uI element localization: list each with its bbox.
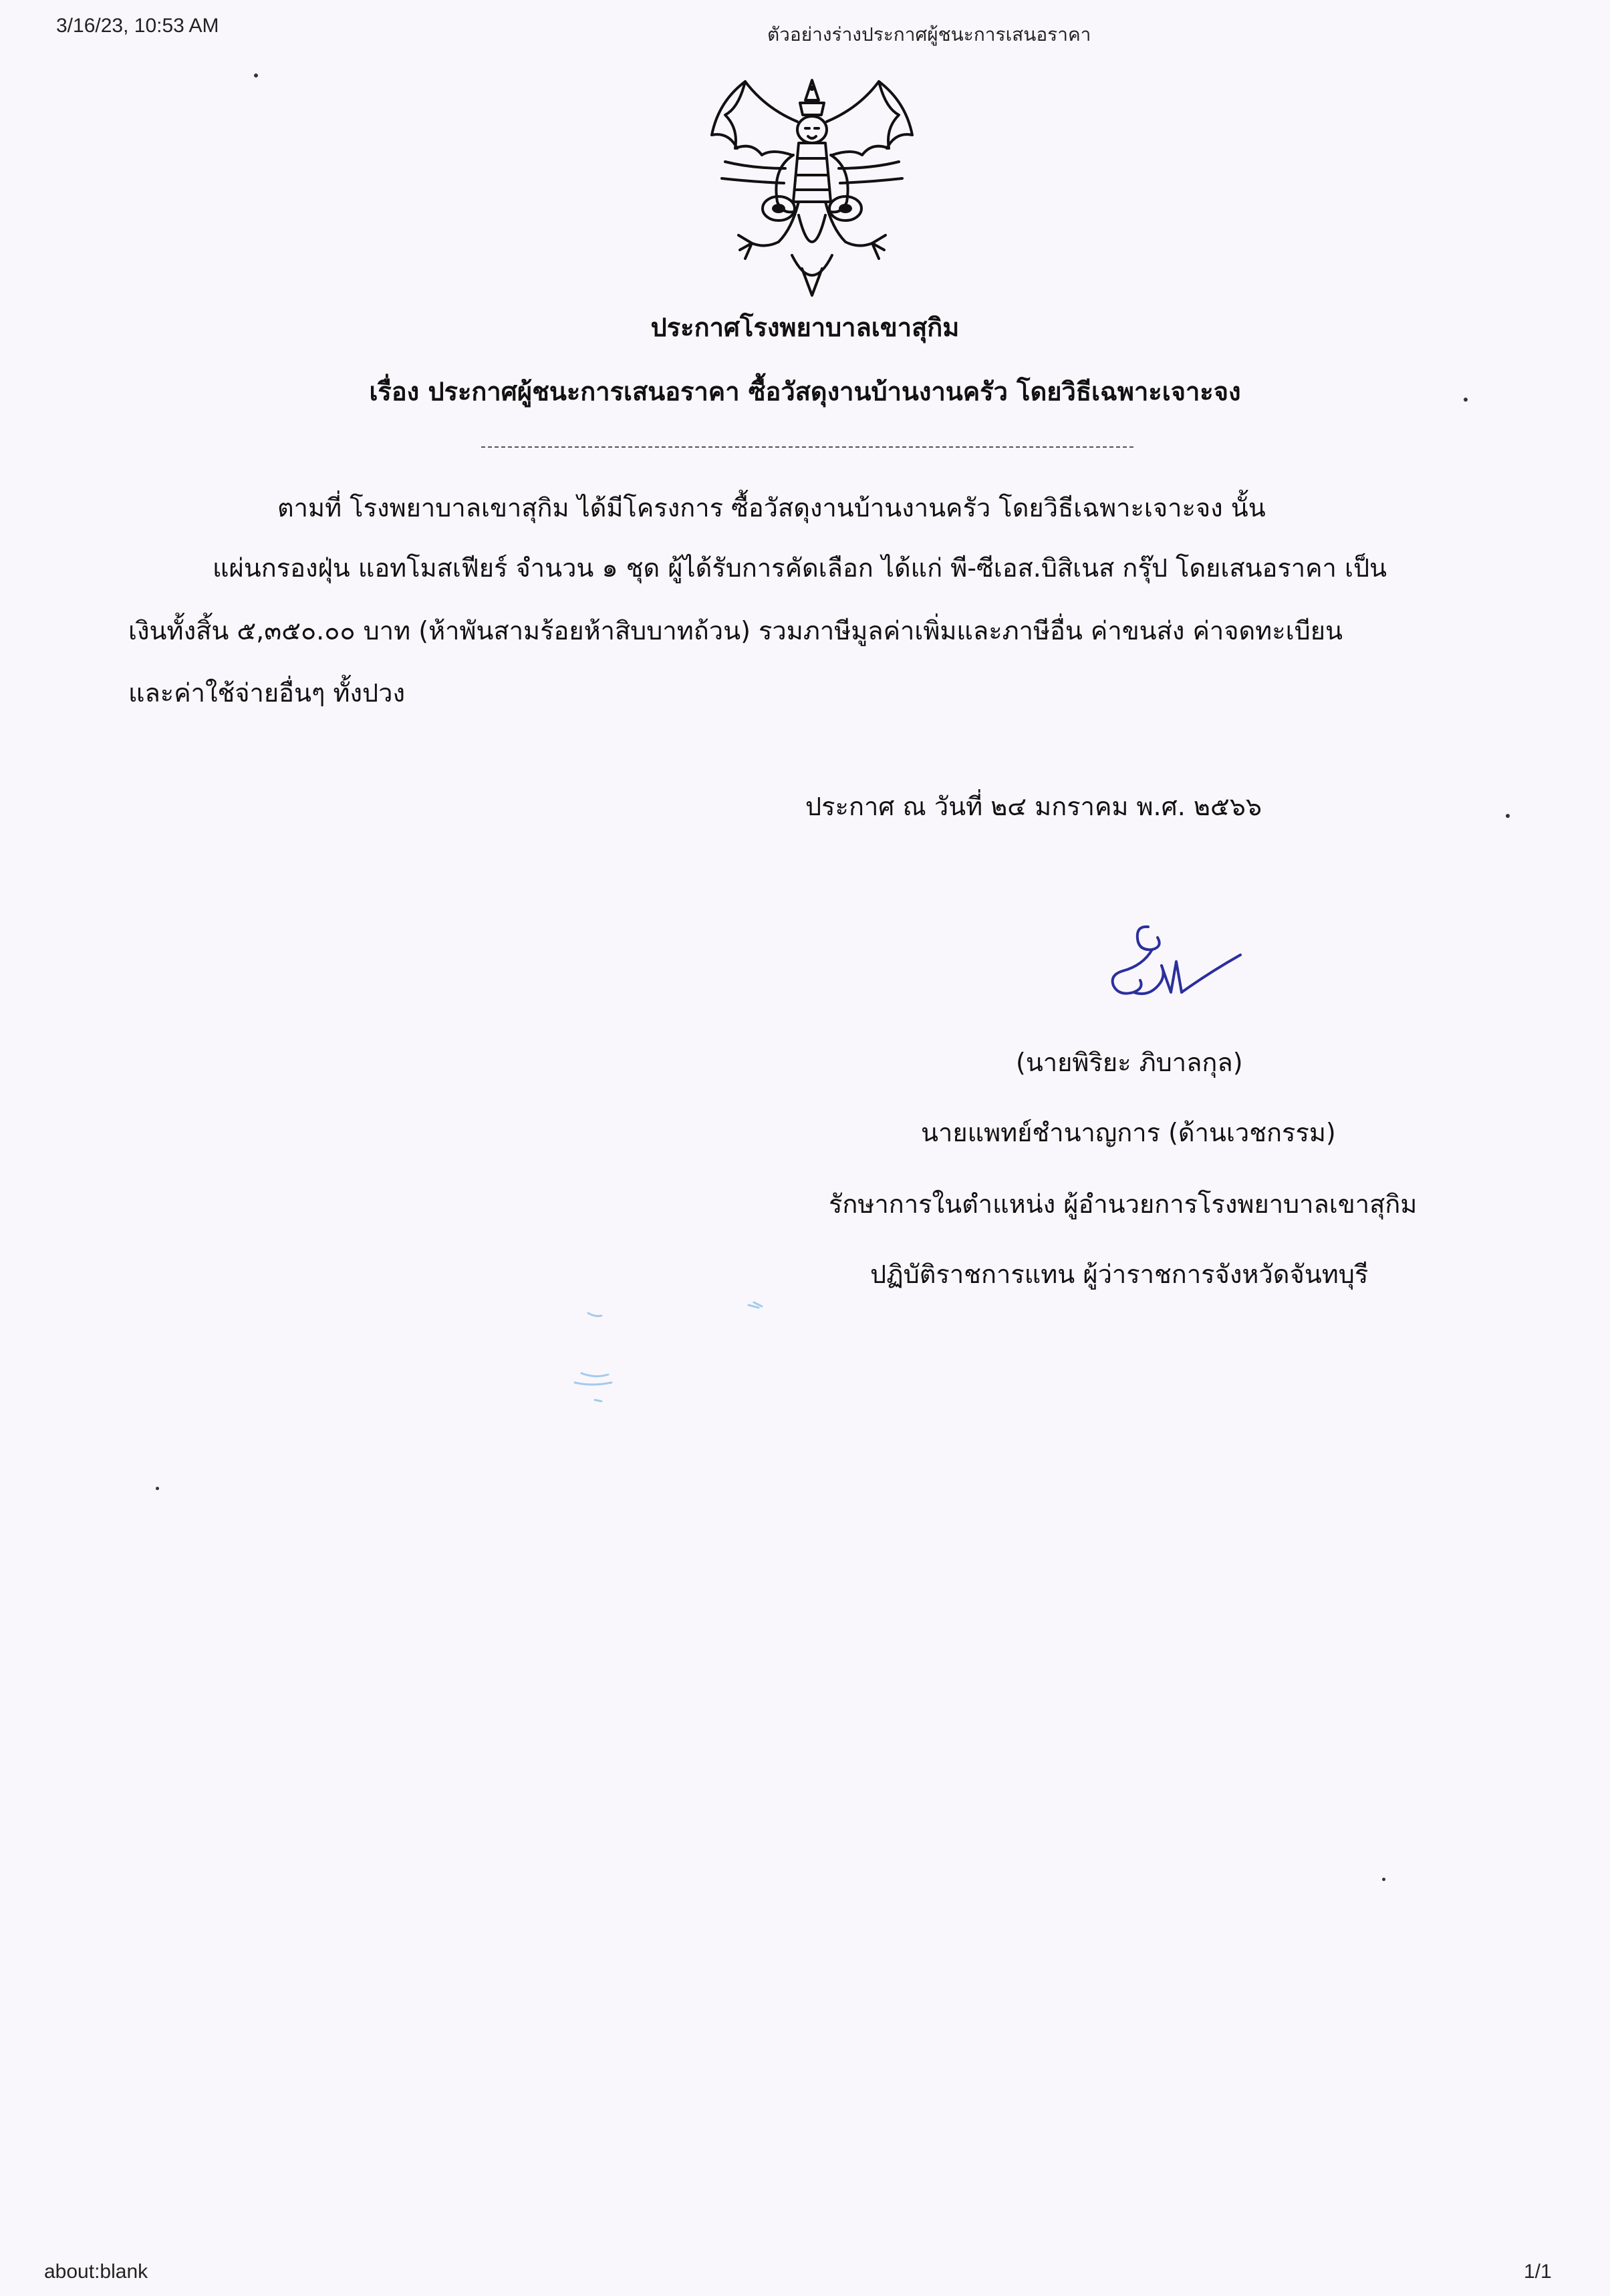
signatory-name: (นายพิริยะ ภิบาลกุล) [1016, 1048, 1243, 1077]
body-paragraph-line: ตามที่ โรงพยาบาลเขาสุกิม ได้มีโครงการ ซื้อวัสดุงานบ้านงานครัว โดยวิธีเฉพาะเจาะจง นั้น [277, 493, 1266, 523]
scan-speck [1464, 398, 1468, 402]
garuda-emblem-icon [698, 68, 926, 302]
print-page-number: 1/1 [1524, 2261, 1552, 2283]
scan-speck [156, 1487, 159, 1490]
signatory-on-behalf: ปฏิบัติราชการแทน ผู้ว่าราชการจังหวัดจันทบุรี [870, 1260, 1369, 1289]
header-divider [481, 446, 1133, 448]
signatory-acting-position: รักษาการในตำแหน่ง ผู้อำนวยการโรงพยาบาลเขาสุกิม [829, 1189, 1418, 1219]
signatory-position: นายแพทย์ชำนาญการ (ด้านเวชกรรม) [921, 1118, 1336, 1147]
handwritten-signature [1096, 919, 1243, 1012]
print-datetime: 3/16/23, 10:53 AM [56, 15, 219, 37]
body-paragraph-line: แผ่นกรองฝุ่น แอทโมสเฟียร์ จำนวน ๑ ชุด ผู้ได้รับการคัดเลือก ได้แก่ พี-ซีเอส.บิสิเนส กรุ๊ป โดยเสนอราคา เป็น [213, 553, 1387, 583]
print-page-title: ตัวอย่างร่างประกาศผู้ชนะการเสนอราคา [767, 24, 1091, 45]
scan-speck [1382, 1878, 1385, 1881]
document-subject: เรื่อง ประกาศผู้ชนะการเสนอราคา ซื้อวัสดุงานบ้านงานครัว โดยวิธีเฉพาะเจาะจง [369, 377, 1241, 406]
body-paragraph-line: และค่าใช้จ่ายอื่นๆ ทั้งปวง [128, 678, 406, 708]
scan-speck [1506, 814, 1510, 818]
document-header-organization: ประกาศโรงพยาบาลเขาสุกิม [650, 313, 960, 342]
print-url: about:blank [44, 2261, 148, 2283]
scan-smudge [528, 1300, 782, 1420]
scan-speck [254, 74, 258, 78]
announcement-date: ประกาศ ณ วันที่ ๒๔ มกราคม พ.ศ. ๒๕๖๖ [805, 792, 1262, 821]
body-paragraph-line: เงินทั้งสิ้น ๕,๓๕๐.๐๐ บาท (ห้าพันสามร้อยห้าสิบบาทถ้วน) รวมภาษีมูลค่าเพิ่มและภาษีอื่น ค่าขนส่ง ค่าจดทะเบียน [128, 616, 1343, 645]
